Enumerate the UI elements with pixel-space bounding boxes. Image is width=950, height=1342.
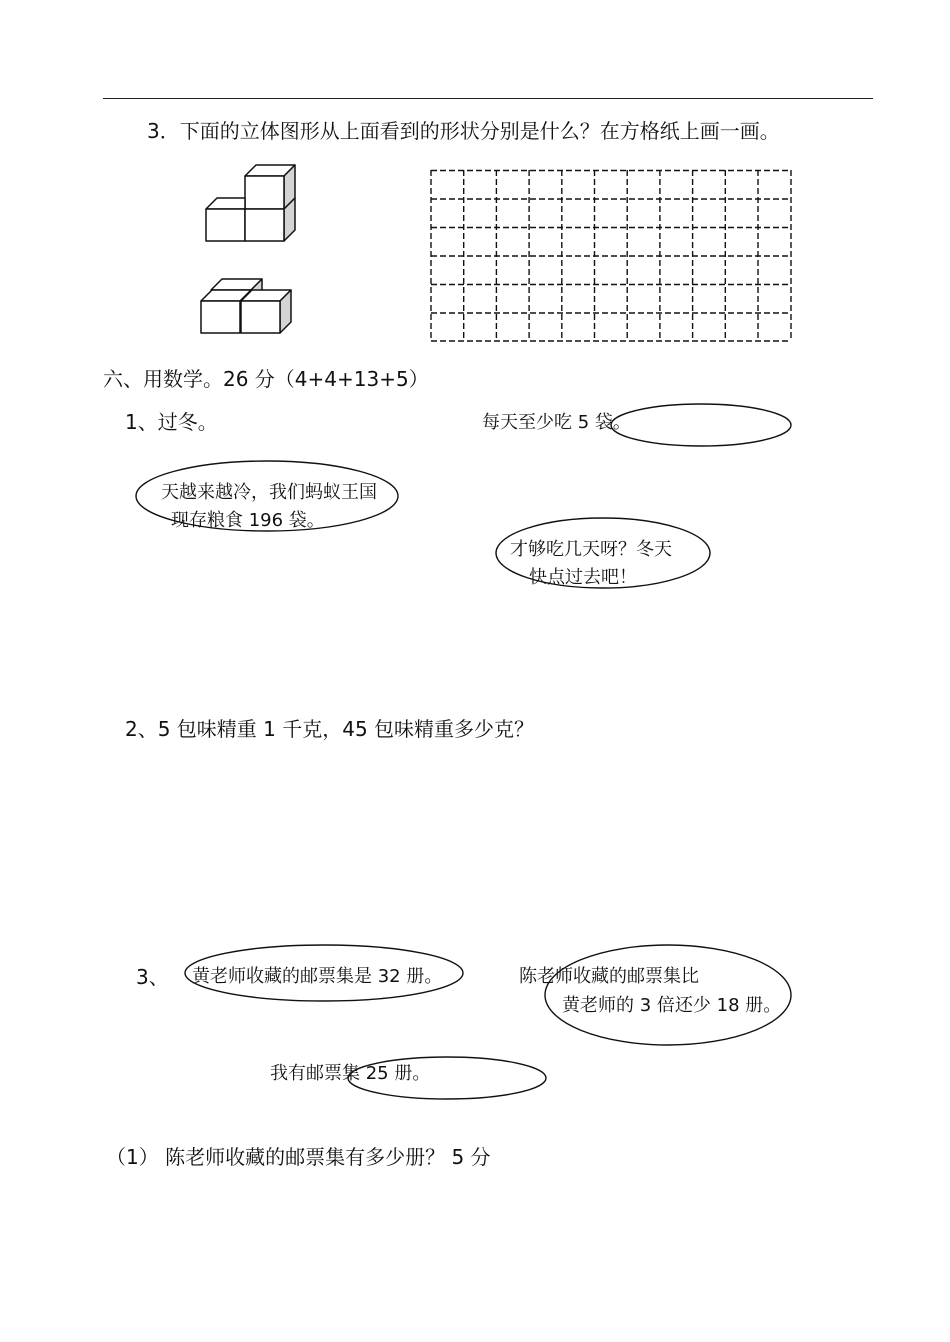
bubble-stock-line-2: 现存粮食 196 袋。 [171,510,325,531]
bubble-me: 我有邮票集 25 册。 [270,1063,431,1084]
question-3-title: 3．下面的立体图形从上面看到的形状分别是什么？在方格纸上画一画。 [147,119,780,143]
bubble-daily-consumption: 每天至少吃 5 袋。 [482,412,631,433]
bubble-huang: 黄老师收藏的邮票集是 32 册。 [192,966,443,987]
bubble-chen-line-2: 黄老师的 3 倍还少 18 册。 [562,995,782,1016]
bubble-question-line-2: 快点过去吧！ [529,567,637,588]
bubble-chen-line-1: 陈老师收藏的邮票集比 [519,966,699,987]
bubble-question-line-1: 才够吃几天呀？冬天 [510,539,672,560]
problem-1-label: 1、过冬。 [125,410,218,434]
problem-3-sub-1: （1） 陈老师收藏的邮票集有多少册？ 5 分 [106,1145,491,1169]
problem-2-text: 2、5 包味精重 1 千克，45 包味精重多少克？ [125,717,535,741]
section-6-heading: 六、用数学。26 分（4+4+13+5） [103,367,429,391]
problem-3-label: 3、 [136,965,169,989]
bubble-stock-line-1: 天越来越冷，我们蚂蚁王国 [161,482,377,503]
